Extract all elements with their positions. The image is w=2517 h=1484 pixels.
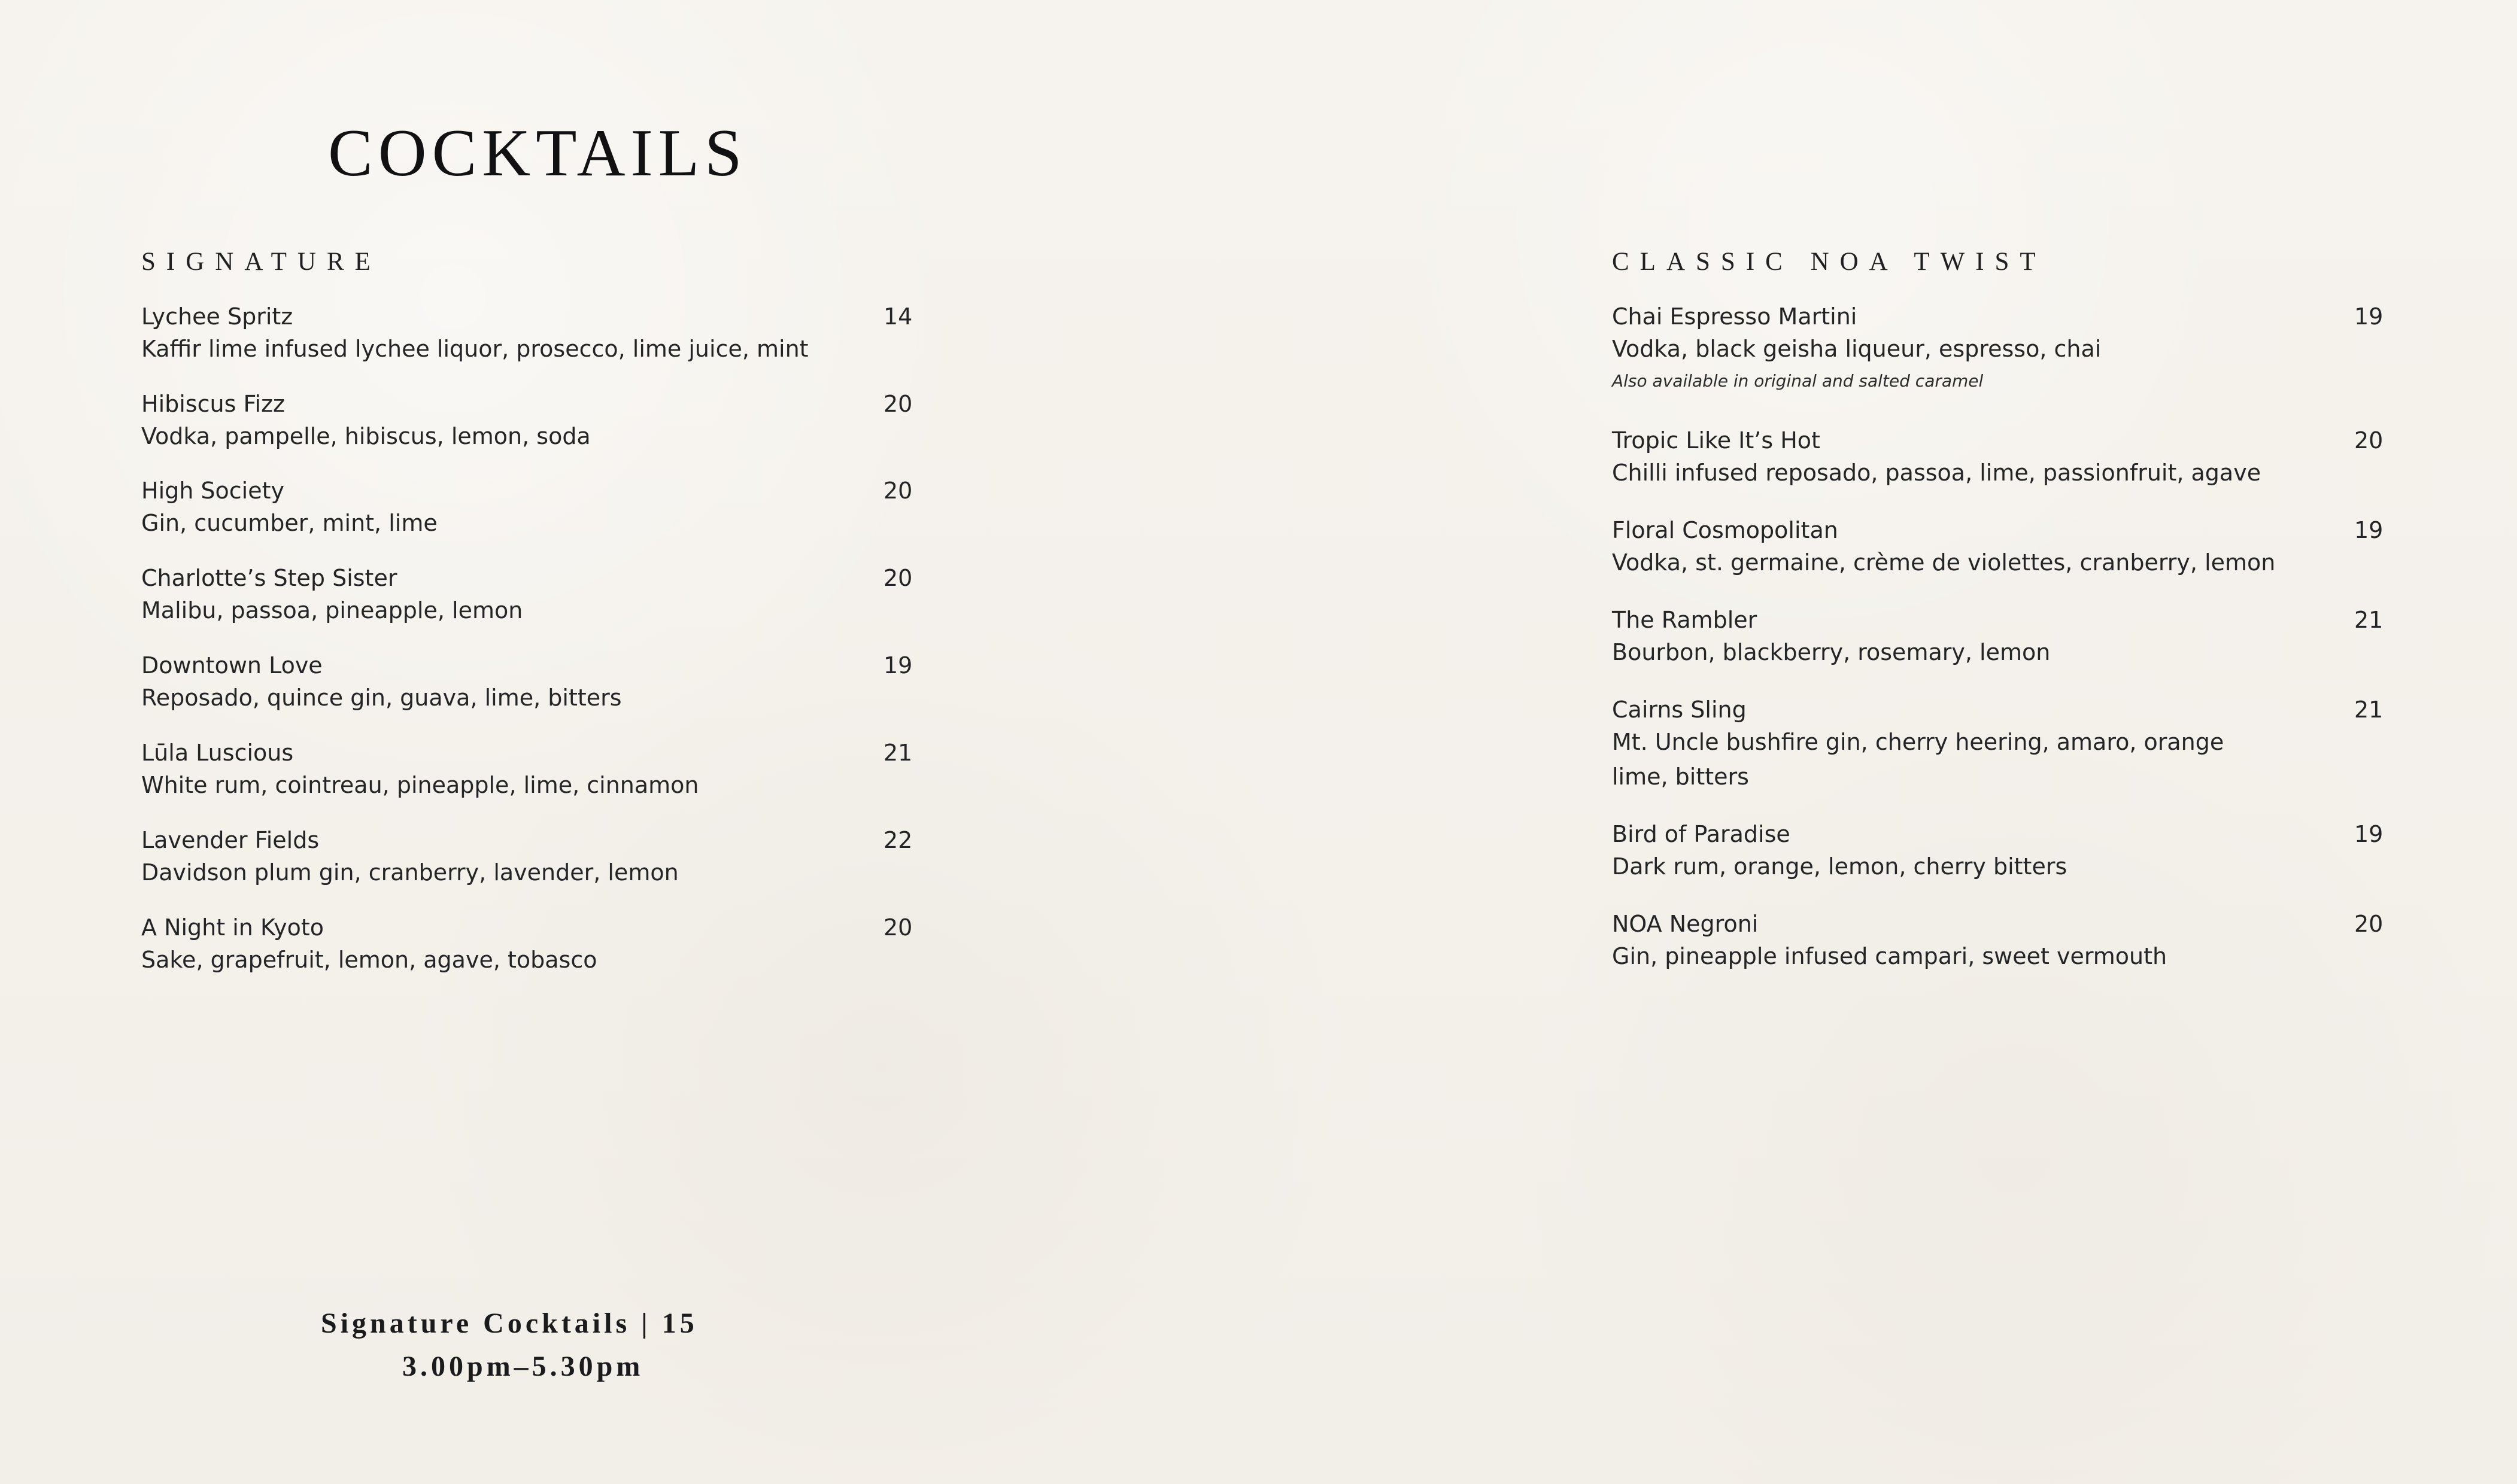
menu-item-name: Chai Espresso Martini [1612, 303, 1857, 330]
menu-item-name: The Rambler [1612, 607, 1757, 633]
menu-item-name: NOA Negroni [1612, 911, 1759, 937]
menu-item-note: Also available in original and salted caramel [1612, 371, 1984, 391]
menu-item-name: Lychee Spritz [141, 303, 293, 330]
menu-item-price: 20 [2354, 427, 2384, 454]
menu-item-description: Vodka, black geisha liqueur, espresso, chai [1612, 336, 2102, 362]
menu-item-name: Charlotte’s Step Sister [141, 565, 397, 591]
menu-item-description-line-1: Mt. Uncle bushfire gin, cherry heering, amaro, orange [1612, 729, 2224, 755]
menu-item-price: 20 [2354, 911, 2384, 937]
menu-item-name: Lavender Fields [141, 827, 320, 853]
menu-item-description: Davidson plum gin, cranberry, lavender, lemon [141, 859, 679, 886]
menu-item-description: Gin, cucumber, mint, lime [141, 510, 438, 536]
menu-item-price: 19 [2354, 821, 2384, 847]
menu-item-price: 20 [883, 565, 913, 591]
menu-item-description: Reposado, quince gin, guava, lime, bitters [141, 685, 622, 711]
offer-title: Signature Cocktails | 15 [321, 1307, 698, 1339]
menu-item-price: 20 [883, 391, 913, 417]
menu-item-price: 20 [883, 478, 913, 504]
menu-item-name: High Society [141, 478, 285, 504]
menu-item-price: 21 [883, 740, 913, 766]
menu-item-name: Floral Cosmopolitan [1612, 517, 1838, 543]
menu-item-name: A Night in Kyoto [141, 914, 324, 941]
menu-item-name: Hibiscus Fizz [141, 391, 286, 417]
menu-item-name: Bird of Paradise [1612, 821, 1790, 847]
page-title: COCKTAILS [328, 116, 748, 190]
menu-item-price: 19 [2354, 517, 2384, 543]
menu-item-description: White rum, cointreau, pineapple, lime, cinnamon [141, 772, 699, 798]
menu-item-price: 19 [2354, 303, 2384, 330]
menu-item-name: Downtown Love [141, 652, 323, 679]
menu-item-description: Bourbon, blackberry, rosemary, lemon [1612, 639, 2051, 665]
menu-item-price: 20 [883, 914, 913, 941]
menu-item-price: 21 [2354, 607, 2384, 633]
signature-cocktails-offer [321, 1309, 740, 1381]
signature-section-heading: SIGNATURE [141, 248, 381, 276]
menu-item-price: 19 [883, 652, 913, 679]
menu-item-name: Cairns Sling [1612, 697, 1747, 723]
menu-item-description: Dark rum, orange, lemon, cherry bitters [1612, 853, 2067, 880]
menu-item-description: Kaffir lime infused lychee liquor, prosecco, lime juice, mint [141, 336, 809, 362]
menu-item-description: Chilli infused reposado, passoa, lime, passionfruit, agave [1612, 460, 2261, 486]
menu-item-price: 21 [2354, 697, 2384, 723]
menu-item-name: Lūla Luscious [141, 740, 294, 766]
menu-item-price: 14 [883, 303, 913, 330]
menu-item-description: Vodka, st. germaine, crème de violettes, cranberry, lemon [1612, 549, 2276, 576]
menu-item-description: Malibu, passoa, pineapple, lemon [141, 597, 523, 624]
menu-item-price: 22 [883, 827, 913, 853]
offer-time: 3.00pm–5.30pm [402, 1351, 644, 1382]
menu-item-description: Gin, pineapple infused campari, sweet vermouth [1612, 943, 2167, 969]
menu-item-description: Vodka, pampelle, hibiscus, lemon, soda [141, 423, 591, 449]
menu-item-description: Sake, grapefruit, lemon, agave, tobasco [141, 947, 597, 973]
menu-item-name: Tropic Like It’s Hot [1612, 427, 1820, 454]
classic-noa-twist-section-heading: CLASSIC NOA TWIST [1612, 248, 2047, 276]
menu-item-description-line-2: lime, bitters [1612, 764, 1749, 790]
